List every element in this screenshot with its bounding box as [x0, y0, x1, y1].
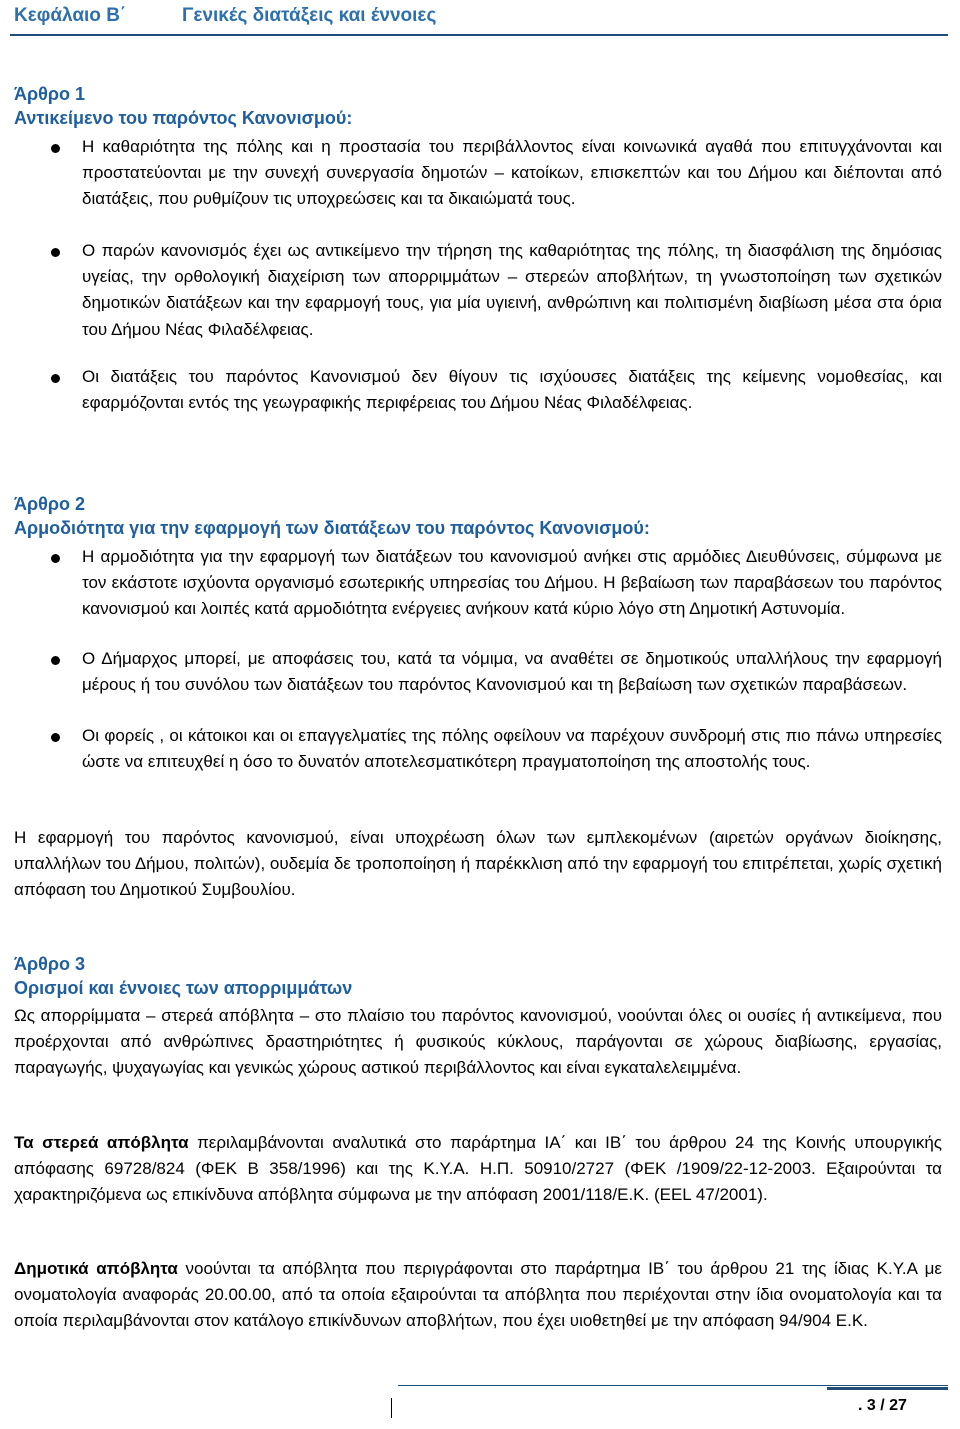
page-number: . 3 / 27: [858, 1397, 907, 1414]
article-3-number: Άρθρο 3: [14, 954, 86, 974]
chapter-label: Κεφάλαιο Β΄: [14, 5, 127, 26]
bullet-icon: [51, 144, 60, 153]
article-1-number: Άρθρο 1: [14, 84, 86, 104]
article-2-paragraph: Η εφαρμογή του παρόντος κανονισμού, είναι υποχρέωση όλων των εμπλεκομένων (αιρετών οργάνων διοίκησης, υπαλλήλων του Δήμου, πολιτών), ουδεμία δε τροποποίηση ή παρέκκλιση από την εφαρμογή του επιτρέπεται, χωρίς σχετική απόφαση του Δημοτικού Συμβουλίου.: [14, 828, 942, 900]
article-3-paragraph-2: [14, 1130, 942, 1209]
bullet-icon: [51, 554, 60, 563]
bullet-icon: [51, 248, 60, 257]
municipal-waste-term: Δημοτικά απόβλητα: [14, 1259, 178, 1278]
page-header: [10, 2, 948, 36]
article-1-title: Αντικείμενο του παρόντος Κανονισμού:: [14, 108, 353, 128]
municipal-waste-definition: νοούνται τα απόβλητα που περιγράφονται στο παράρτημα ΙΒ΄ του άρθρου 21 της ίδιας Κ.Υ.Α με ονοματολογία αναφοράς 20.00.00, από τα οποία εξαιρούνται τα απόβλητα που περιέχονται στην ίδια ονοματολογία και τα οποία περιλαμβάνονται στον κατάλογο επικίνδυνων αποβλήτων, που έχει υιοθετηθεί με την απόφαση 94/904 Ε.Κ.: [14, 1259, 942, 1331]
article-3-paragraph-1: Ως απορρίμματα – στερεά απόβλητα – στο πλαίσιο του παρόντος κανονισμού, νοούνται όλες οι ουσίες ή αντικείμενα, που προέρχονται από ανθρώπινες δραστηριότητες ή φυσικούς κύκλους, παράγονται σε χώρους διαβίωσης, εργασίας, παραγωγής, ψυχαγωγίας και γενικώς χώρους αστικού περιβάλλοντος και είναι εγκαταλελειμμένα.: [14, 1006, 942, 1078]
article-3-title: Ορισμοί και έννοιες των απορριμμάτων: [14, 978, 353, 998]
footer-separator: [391, 1398, 392, 1418]
article-1-bullet-3: Οι διατάξεις του παρόντος Κανονισμού δεν θίγουν τις ισχύουσες διατάξεις της κείμενης νομοθεσίας, και εφαρμόζονται εντός της γεωγραφικής περιφέρειας του Δήμου Νέας Φιλαδέλφειας.: [82, 367, 942, 413]
bullet-icon: [51, 656, 60, 665]
article-2-bullet-2: Ο Δήμαρχος μπορεί, με αποφάσεις του, κατά τα νόμιμα, να αναθέτει σε δημοτικούς υπαλλήλους την εφαρμογή μέρους ή του συνόλου των διατάξεων του παρόντος Κανονισμού και τη βεβαίωση των σχετικών παραβάσεων.: [82, 649, 942, 695]
footer-divider: [398, 1385, 948, 1386]
solid-waste-definition: περιλαμβάνονται αναλυτικά στο παράρτημα ΙΑ΄ και ΙΒ΄ του άρθρου 24 της Κοινής υπουργικής απόφασης 69728/824 (ΦΕΚ Β 358/1996) και της Κ.Υ.Α. Η.Π. 50910/2727 (ΦΕΚ /1909/22-12-2003. Εξαιρούνται τα χαρακτηριζόμενα ως επικίνδυνα απόβλητα σύμφωνα με την απόφαση 2001/118/Ε.Κ. (EEL 47/2001).: [14, 1133, 942, 1205]
solid-waste-term: Τα στερεά απόβλητα: [14, 1133, 189, 1152]
article-1-bullet-2: Ο παρών κανονισμός έχει ως αντικείμενο την τήρηση της καθαριότητας της πόλης, τη διασφάλιση της δημόσιας υγείας, την ορθολογική διαχείριση των απορριμμάτων – στερεών αποβλήτων, τη γνωστοποίηση των σχετικών δημοτικών διατάξεων και την εφαρμογή τους, για μία υγιεινή, ανθρώπινη και πολιτισμένη διαβίωση μέσα στα όρια του Δήμου Νέας Φιλαδέλφειας.: [82, 241, 942, 339]
article-2-number: Άρθρο 2: [14, 494, 86, 514]
chapter-title: Γενικές διατάξεις και έννοιες: [182, 5, 437, 26]
article-2-title: Αρμοδιότητα για την εφαρμογή των διατάξεων του παρόντος Κανονισμού:: [14, 518, 650, 538]
article-3-paragraph-3: [14, 1256, 942, 1335]
bullet-icon: [51, 374, 60, 383]
article-2-bullet-3: Οι φορείς , οι κάτοικοι και οι επαγγελματίες της πόλης οφείλουν να παρέχουν συνδρομή στις πιο πάνω υπηρεσίες ώστε να επιτευχθεί η όσο το δυνατόν αποτελεσματικότερη πραγματοποίηση της αποστολής τους.: [82, 726, 942, 772]
article-2-bullet-1: Η αρμοδιότητα για την εφαρμογή των διατάξεων του κανονισμού ανήκει στις αρμόδιες Διευθύνσεις, σύμφωνα με τον εκάστοτε ισχύοντα οργανισμό εσωτερικής υπηρεσίας του Δήμου. Η βεβαίωση των παραβάσεων του παρόντος κανονισμού και λοιπές κατά αρμοδιότητα ενέργειες ανήκουν κατά κύριο λόγο στη Δημοτική Αστυνομία.: [82, 547, 942, 619]
bullet-icon: [51, 733, 60, 742]
article-1-bullet-1: Η καθαριότητα της πόλης και η προστασία του περιβάλλοντος είναι κοινωνικά αγαθά που επιτυγχάνονται και προστατεύονται με την συνεχή συνεργασία δημοτών – κατοίκων, επισκεπτών και του Δήμου και διέπονται από διατάξεις, που ρυθμίζουν τις υποχρεώσεις και τα δικαιώματά τους.: [82, 137, 942, 209]
